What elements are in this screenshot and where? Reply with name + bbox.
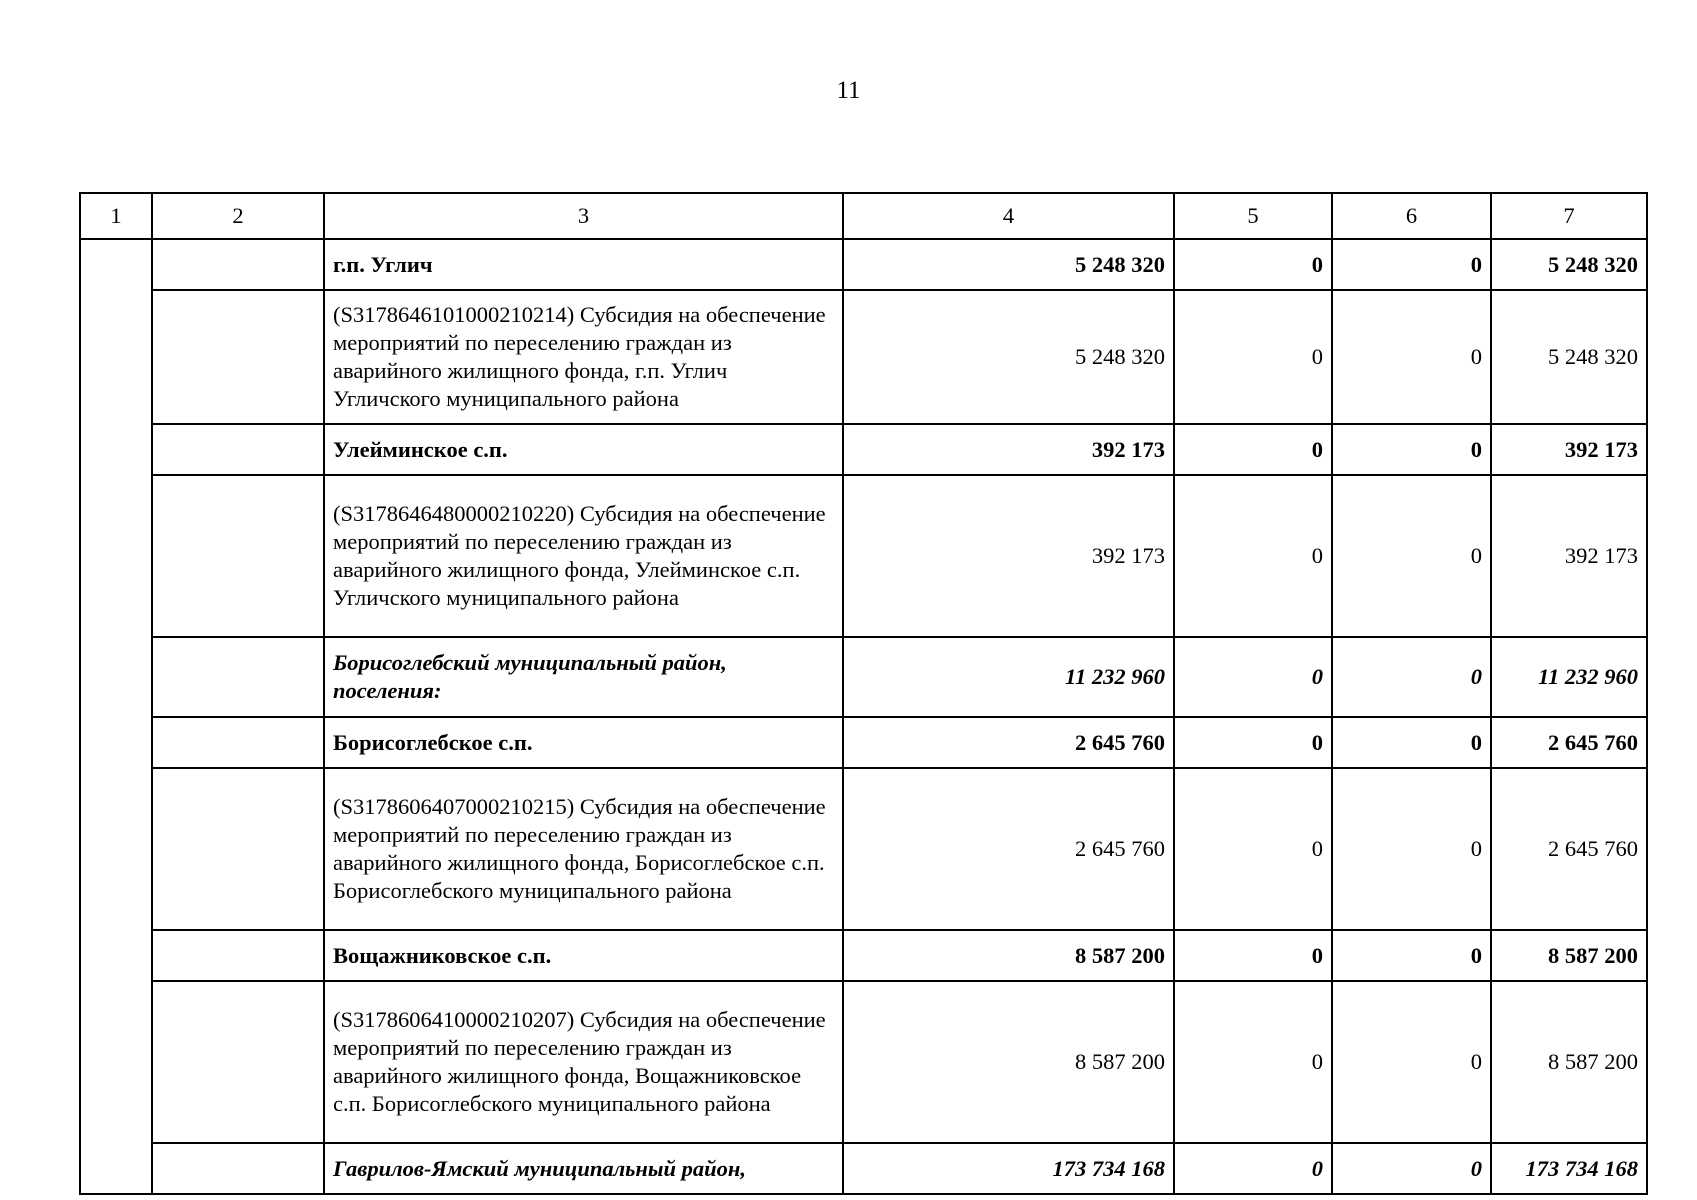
cell-col-7: 2 645 760 <box>1491 768 1647 930</box>
table-row <box>80 239 1647 290</box>
cell-col-2 <box>152 930 324 981</box>
cell-col-7: 173 734 168 <box>1491 1143 1647 1194</box>
table-row <box>80 930 1647 981</box>
cell-col-4: 392 173 <box>843 424 1174 475</box>
cell-col-5: 0 <box>1174 424 1332 475</box>
cell-name: г.п. Углич <box>324 239 843 290</box>
cell-col-5: 0 <box>1174 290 1332 424</box>
table-row <box>80 717 1647 768</box>
table-row <box>80 424 1647 475</box>
cell-col-4: 2 645 760 <box>843 768 1174 930</box>
cell-col-7: 11 232 960 <box>1491 637 1647 717</box>
cell-col-7: 8 587 200 <box>1491 930 1647 981</box>
table-row <box>80 637 1647 717</box>
cell-col-7: 392 173 <box>1491 475 1647 637</box>
header-col-2: 2 <box>152 193 324 239</box>
cell-name: Вощажниковское с.п. <box>324 930 843 981</box>
cell-name: Гаврилов-Ямский муниципальный район, <box>324 1143 843 1194</box>
cell-col-4: 8 587 200 <box>843 981 1174 1143</box>
cell-col-5: 0 <box>1174 239 1332 290</box>
cell-name: (S3178646480000210220) Субсидия на обеспечение мероприятий по переселению граждан из аварийного жилищного фонда, Улейминское с.п. Угличского муниципального района <box>324 475 843 637</box>
cell-col-6: 0 <box>1332 637 1491 717</box>
cell-col-5: 0 <box>1174 637 1332 717</box>
header-col-6: 6 <box>1332 193 1491 239</box>
cell-col-6: 0 <box>1332 475 1491 637</box>
table-row <box>80 290 1647 424</box>
table-row <box>80 1143 1647 1194</box>
header-col-4: 4 <box>843 193 1174 239</box>
cell-col-6: 0 <box>1332 930 1491 981</box>
cell-col-7: 5 248 320 <box>1491 290 1647 424</box>
table-row <box>80 981 1647 1143</box>
cell-col-7: 2 645 760 <box>1491 717 1647 768</box>
cell-name: (S3178606407000210215) Субсидия на обеспечение мероприятий по переселению граждан из аварийного жилищного фонда, Борисоглебское с.п. Борисоглебского муниципального района <box>324 768 843 930</box>
cell-col-4: 173 734 168 <box>843 1143 1174 1194</box>
cell-col-4: 5 248 320 <box>843 239 1174 290</box>
cell-col-5: 0 <box>1174 1143 1332 1194</box>
cell-col-2 <box>152 768 324 930</box>
header-col-7: 7 <box>1491 193 1647 239</box>
header-col-5: 5 <box>1174 193 1332 239</box>
cell-col-4: 5 248 320 <box>843 290 1174 424</box>
cell-col-5: 0 <box>1174 717 1332 768</box>
cell-col-2 <box>152 424 324 475</box>
table-row <box>80 475 1647 637</box>
cell-col-5: 0 <box>1174 768 1332 930</box>
header-col-1: 1 <box>80 193 152 239</box>
cell-col-5: 0 <box>1174 930 1332 981</box>
page-number: 11 <box>836 77 861 104</box>
cell-name: Улейминское с.п. <box>324 424 843 475</box>
cell-col-5: 0 <box>1174 475 1332 637</box>
cell-col-6: 0 <box>1332 717 1491 768</box>
cell-col-6: 0 <box>1332 290 1491 424</box>
cell-col-7: 392 173 <box>1491 424 1647 475</box>
cell-col-2 <box>152 981 324 1143</box>
header-col-3: 3 <box>324 193 843 239</box>
cell-col-7: 5 248 320 <box>1491 239 1647 290</box>
cell-name: Борисоглебский муниципальный район, поселения: <box>324 637 843 717</box>
cell-col-4: 11 232 960 <box>843 637 1174 717</box>
cell-name: (S3178606410000210207) Субсидия на обеспечение мероприятий по переселению граждан из аварийного жилищного фонда, Вощажниковское с.п. Борисоглебского муниципального района <box>324 981 843 1143</box>
cell-col-4: 392 173 <box>843 475 1174 637</box>
table-header <box>80 193 1647 239</box>
cell-col-2 <box>152 290 324 424</box>
cell-col-6: 0 <box>1332 239 1491 290</box>
cell-col-2 <box>152 717 324 768</box>
cell-col-1-merged <box>80 239 152 1194</box>
cell-col-2 <box>152 637 324 717</box>
cell-name: (S3178646101000210214) Субсидия на обеспечение мероприятий по переселению граждан из аварийного жилищного фонда, г.п. Углич Угличского муниципального района <box>324 290 843 424</box>
cell-col-6: 0 <box>1332 981 1491 1143</box>
header-row <box>80 193 1647 239</box>
cell-col-2 <box>152 1143 324 1194</box>
cell-col-6: 0 <box>1332 768 1491 930</box>
cell-col-6: 0 <box>1332 1143 1491 1194</box>
cell-col-2 <box>152 475 324 637</box>
cell-col-4: 8 587 200 <box>843 930 1174 981</box>
budget-table <box>79 192 1648 1195</box>
table-body <box>80 239 1647 1194</box>
cell-col-5: 0 <box>1174 981 1332 1143</box>
cell-col-6: 0 <box>1332 424 1491 475</box>
cell-name: Борисоглебское с.п. <box>324 717 843 768</box>
cell-col-4: 2 645 760 <box>843 717 1174 768</box>
cell-col-2 <box>152 239 324 290</box>
cell-col-7: 8 587 200 <box>1491 981 1647 1143</box>
table-row <box>80 768 1647 930</box>
